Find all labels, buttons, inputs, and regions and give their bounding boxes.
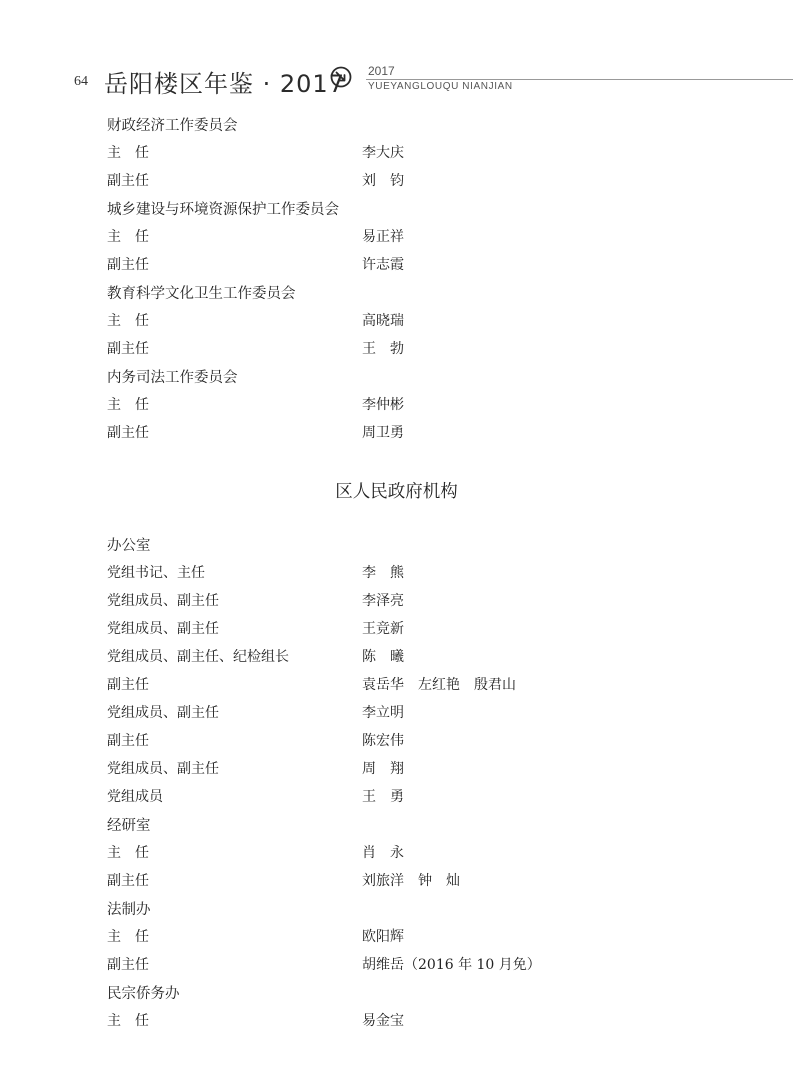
header-pinyin: YUEYANGLOUQU NIANJIAN [368,81,513,92]
row-label: 主 任 [107,845,149,861]
row-label: 副主任 [107,957,149,973]
row-value: 刘旅洋 钟 灿 [362,873,460,889]
group-title: 民宗侨务办 [107,986,180,1002]
row-value: 胡维岳（2016 年 10 月免） [362,957,541,973]
row-value: 李大庆 [362,145,404,161]
row-value: 刘 钧 [362,173,404,189]
row-label: 副主任 [107,341,149,357]
row-value: 许志霞 [362,257,404,273]
row-label: 主 任 [107,229,149,245]
row-value: 欧阳辉 [362,929,404,945]
group-title: 经研室 [107,818,151,834]
row-label: 党组书记、主任 [107,565,205,581]
row-value: 周卫勇 [362,425,404,441]
group-title: 内务司法工作委员会 [107,370,238,386]
row-value: 袁岳华 左红艳 殷君山 [362,677,516,693]
row-label: 主 任 [107,397,149,413]
row-label: 党组成员、副主任 [107,761,219,777]
group-title: 财政经济工作委员会 [107,118,238,134]
row-value: 李 熊 [362,565,404,581]
row-label: 副主任 [107,173,149,189]
group-title: 办公室 [107,538,151,554]
row-label: 主 任 [107,313,149,329]
arrow-circle-icon [330,66,352,88]
row-label: 党组成员 [107,789,163,805]
group-title: 教育科学文化卫生工作委员会 [107,286,296,302]
row-value: 王竞新 [362,621,404,637]
group-title: 法制办 [107,902,151,918]
row-label: 副主任 [107,733,149,749]
row-label: 党组成员、副主任、纪检组长 [107,649,289,665]
page-header [74,60,793,100]
page-number: 64 [74,74,88,89]
row-label: 副主任 [107,677,149,693]
row-value: 高晓瑞 [362,313,404,329]
row-label: 党组成员、副主任 [107,705,219,721]
book-title: 岳阳楼区年鉴 · 2017 [104,70,345,98]
row-label: 副主任 [107,257,149,273]
header-rule [366,79,793,80]
row-value: 李泽亮 [362,593,404,609]
row-value: 王 勃 [362,341,404,357]
section-heading: 区人民政府机构 [335,482,458,502]
row-value: 王 勇 [362,789,404,805]
row-label: 主 任 [107,1013,149,1029]
row-value: 陈宏伟 [362,733,404,749]
row-label: 副主任 [107,873,149,889]
row-label: 党组成员、副主任 [107,593,219,609]
row-label: 主 任 [107,929,149,945]
row-value: 易金宝 [362,1013,404,1029]
row-label: 党组成员、副主任 [107,621,219,637]
header-year: 2017 [368,64,395,78]
row-value: 李立明 [362,705,404,721]
group-title: 城乡建设与环境资源保护工作委员会 [107,202,339,218]
row-label: 主 任 [107,145,149,161]
row-value: 周 翔 [362,761,404,777]
row-value: 易正祥 [362,229,404,245]
row-value: 肖 永 [362,845,404,861]
row-value: 李仲彬 [362,397,404,413]
row-label: 副主任 [107,425,149,441]
row-value: 陈 曦 [362,649,404,665]
